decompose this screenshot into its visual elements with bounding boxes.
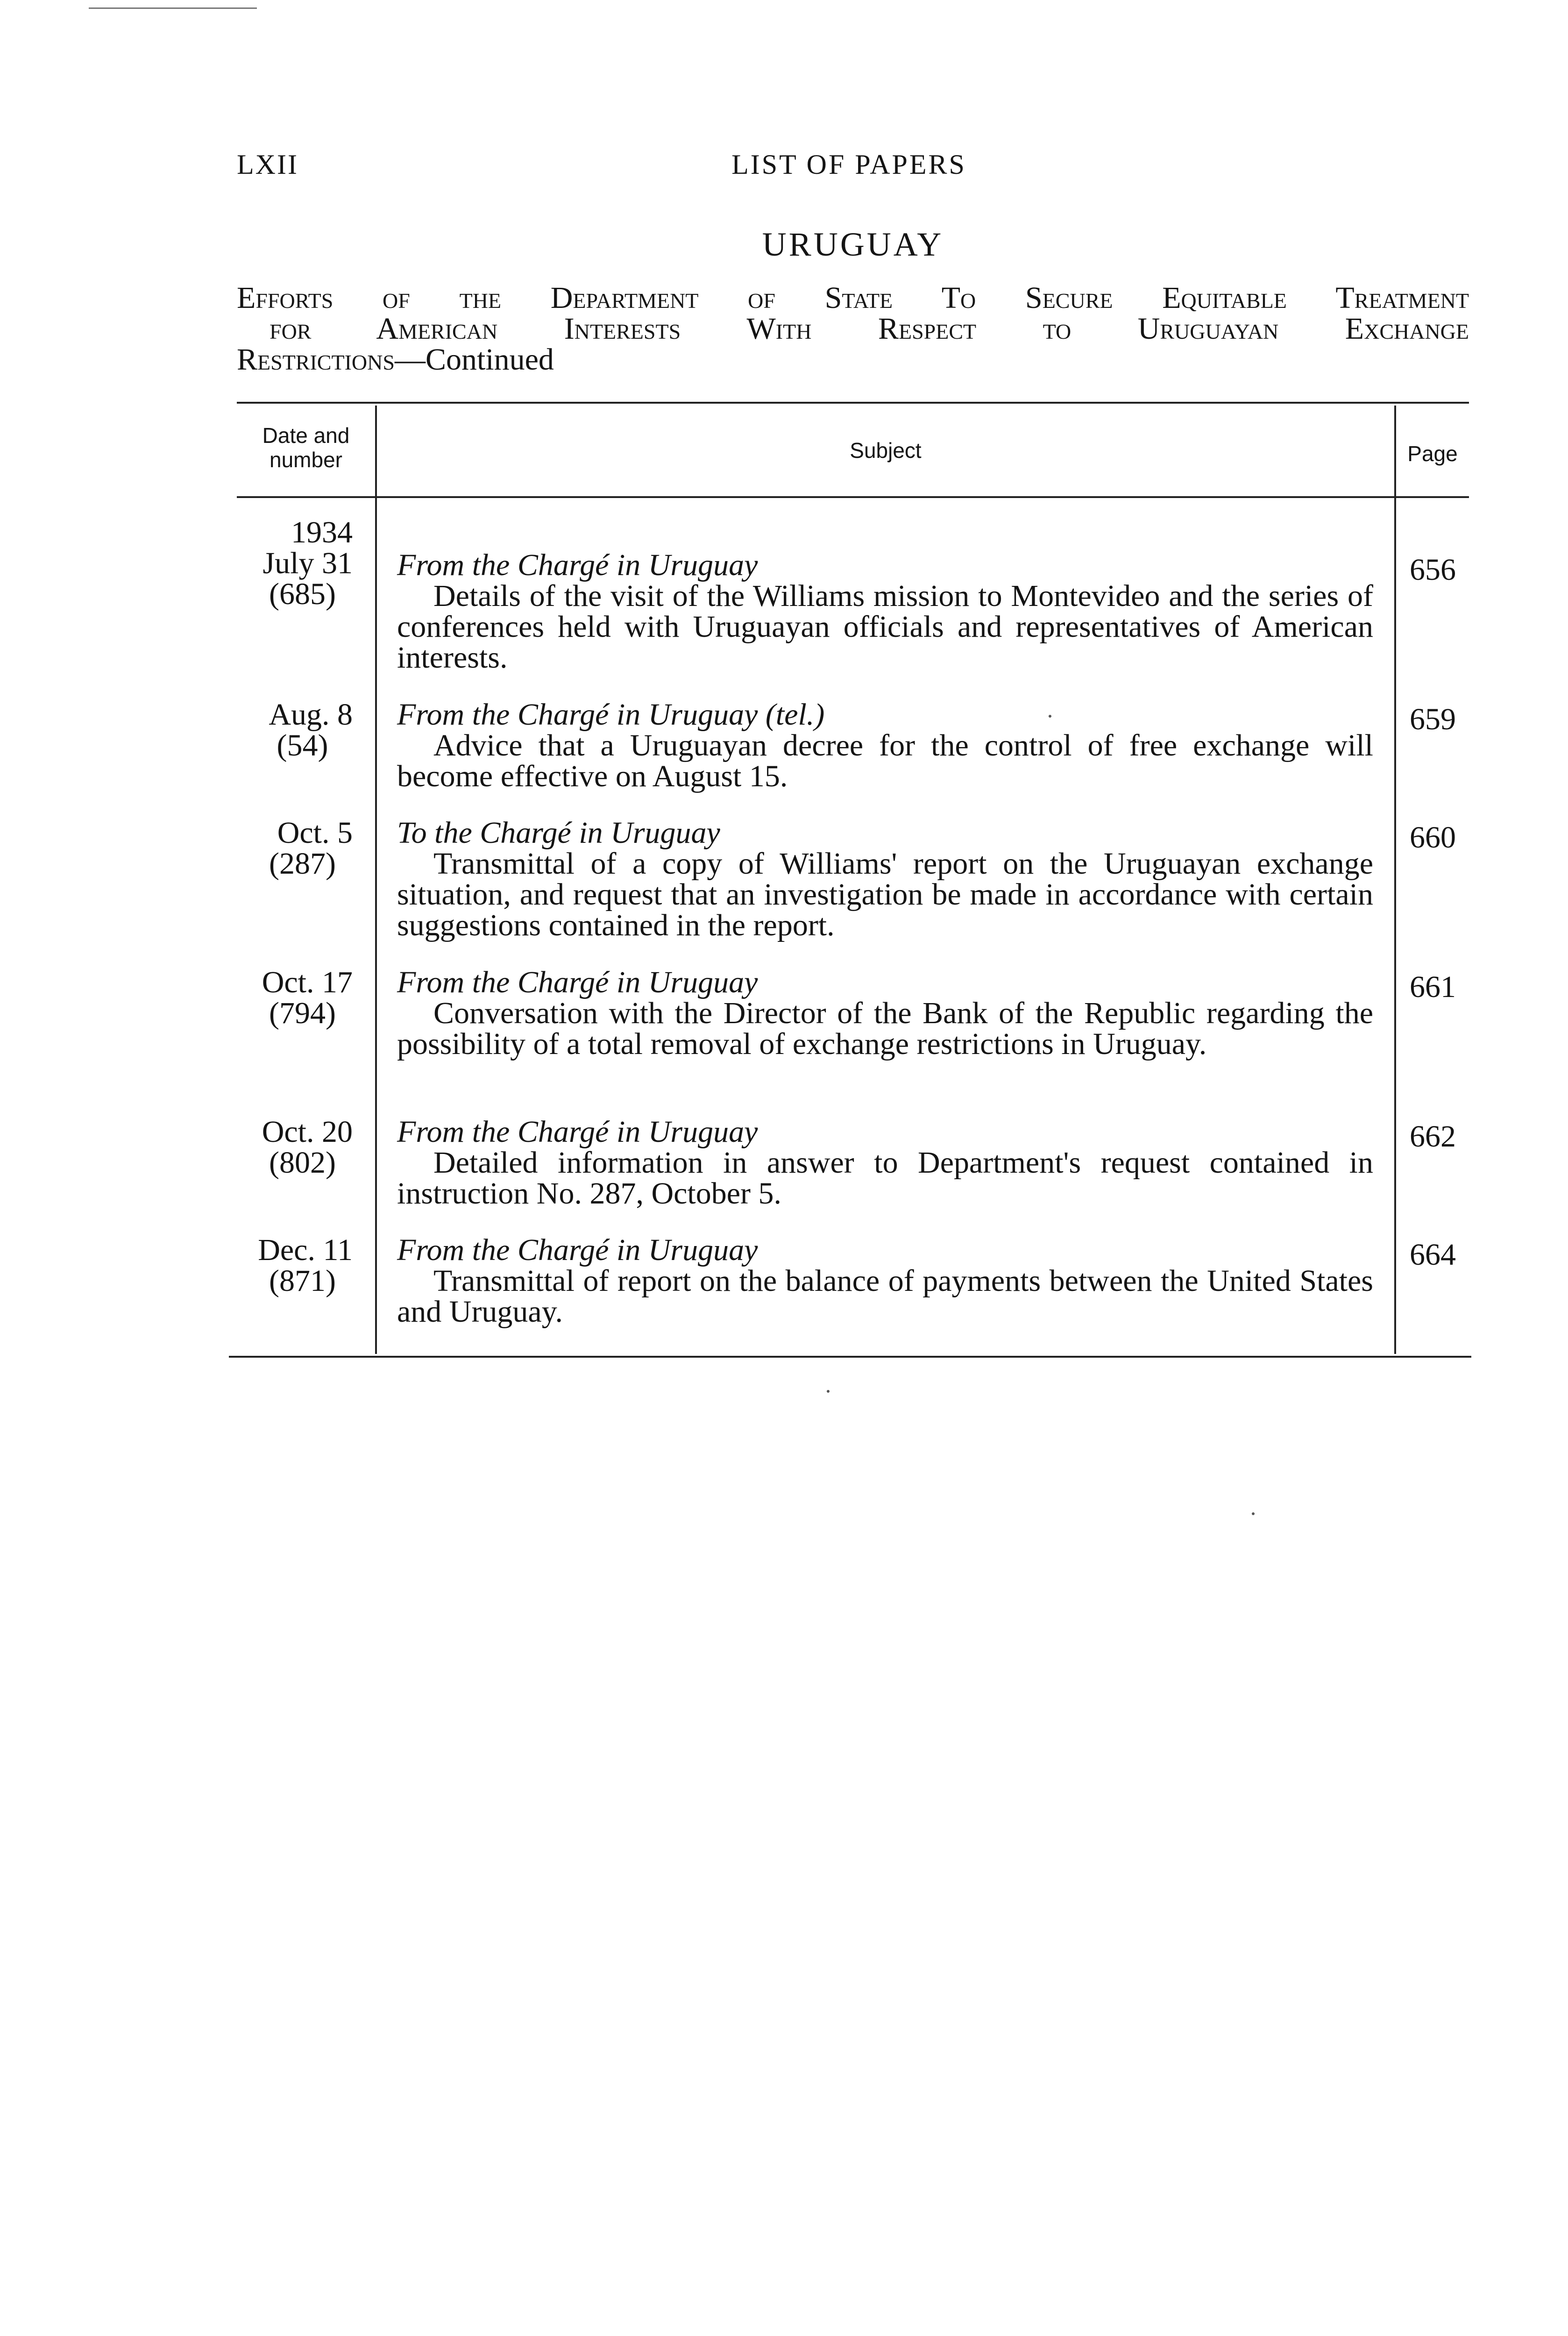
entry-from: To the Chargé in Uruguay — [397, 816, 720, 850]
row-date-5 — [224, 1117, 353, 1178]
section-title: URUGUAY — [762, 226, 944, 263]
caption-line-3-main: Restrictions — [237, 342, 395, 377]
header-date-number — [237, 423, 375, 472]
running-head-page-number: LXII — [237, 149, 298, 180]
row-subject-3 — [397, 818, 1373, 941]
entry-from: From the Chargé in Uruguay (tel.) — [397, 698, 825, 732]
entry-description: Transmittal of a copy of Williams' report on the Uruguayan exchange situation, and request that an investigation be made in accordance with certain suggestions contained in the report. — [397, 847, 1373, 942]
entry-date: Oct. 5 — [277, 816, 353, 850]
row-page-5: 662 — [1410, 1119, 1456, 1154]
entry-number: (54) — [277, 728, 328, 762]
entry-date: July 31 — [263, 546, 353, 580]
entry-description: Detailed information in answer to Department's request contained in instruction No. 287, October 5. — [397, 1146, 1373, 1211]
row-subject-4 — [397, 967, 1373, 1060]
header-page: Page — [1407, 442, 1458, 466]
row-date-6 — [224, 1235, 353, 1296]
row-page-3: 660 — [1410, 820, 1456, 855]
table-bottom-rule — [229, 1356, 1471, 1358]
topic-caption — [237, 283, 1469, 375]
row-subject-1 — [397, 550, 1373, 673]
header-subject: Subject — [850, 438, 922, 463]
header-number-line: number — [270, 448, 342, 472]
column-divider-page — [1394, 406, 1396, 1354]
entry-number: (794) — [269, 996, 336, 1030]
scan-artifact-line — [89, 7, 257, 9]
running-head-title: LIST OF PAPERS — [731, 149, 966, 180]
row-date-1 — [224, 548, 353, 610]
row-date-4 — [224, 967, 353, 1029]
entry-from: From the Chargé in Uruguay — [397, 965, 758, 999]
caption-line-3 — [237, 344, 1469, 375]
row-page-2: 659 — [1410, 702, 1456, 736]
entry-from: From the Chargé in Uruguay — [397, 1233, 758, 1267]
table-top-rule — [237, 402, 1469, 404]
row-page-6: 664 — [1410, 1238, 1456, 1272]
scan-speck — [1252, 1512, 1255, 1515]
entry-description: Advice that a Uruguayan decree for the control of free exchange will become effective on August 15. — [397, 728, 1373, 793]
caption-line-1: Efforts of the Department of State To Secure Equitable Treatment — [237, 281, 1469, 315]
entry-from: From the Chargé in Uruguay — [397, 548, 758, 582]
table-header-rule — [237, 496, 1469, 498]
entry-date: Oct. 20 — [262, 1115, 353, 1149]
entry-description: Conversation with the Director of the Bank of the Republic regarding the possibility of a total removal of exchange restrictions in Uruguay. — [397, 996, 1373, 1061]
row-page-4: 661 — [1410, 970, 1456, 1004]
year-label: 1934 — [291, 515, 353, 549]
header-date-line: Date and — [262, 423, 350, 448]
entry-number: (802) — [269, 1146, 336, 1180]
entry-number: (287) — [269, 847, 336, 881]
caption-line-3-continued: —Continued — [394, 342, 554, 377]
scan-speck — [1049, 715, 1051, 718]
row-subject-5 — [397, 1117, 1373, 1209]
scan-speck — [827, 1390, 830, 1393]
row-subject-2 — [397, 699, 1373, 792]
row-date-2 — [224, 699, 353, 761]
caption-line-2: for American Interests With Respect to Uruguayan Exchange — [270, 312, 1469, 346]
entry-number: (685) — [269, 577, 336, 611]
column-divider-date — [375, 406, 377, 1354]
entry-description: Transmittal of report on the balance of payments between the United States and Uruguay. — [397, 1264, 1373, 1329]
row-subject-6 — [397, 1235, 1373, 1327]
entry-date: Dec. 11 — [258, 1233, 353, 1267]
entry-description: Details of the visit of the Williams mission to Montevideo and the series of conferences held with Uruguayan officials and representatives of American interests. — [397, 579, 1373, 675]
entry-date: Aug. 8 — [269, 698, 353, 732]
row-page-1: 656 — [1410, 553, 1456, 587]
entry-date: Oct. 17 — [262, 965, 353, 999]
entry-from: From the Chargé in Uruguay — [397, 1115, 758, 1149]
entry-number: (871) — [269, 1264, 336, 1298]
row-date-3 — [224, 818, 353, 879]
